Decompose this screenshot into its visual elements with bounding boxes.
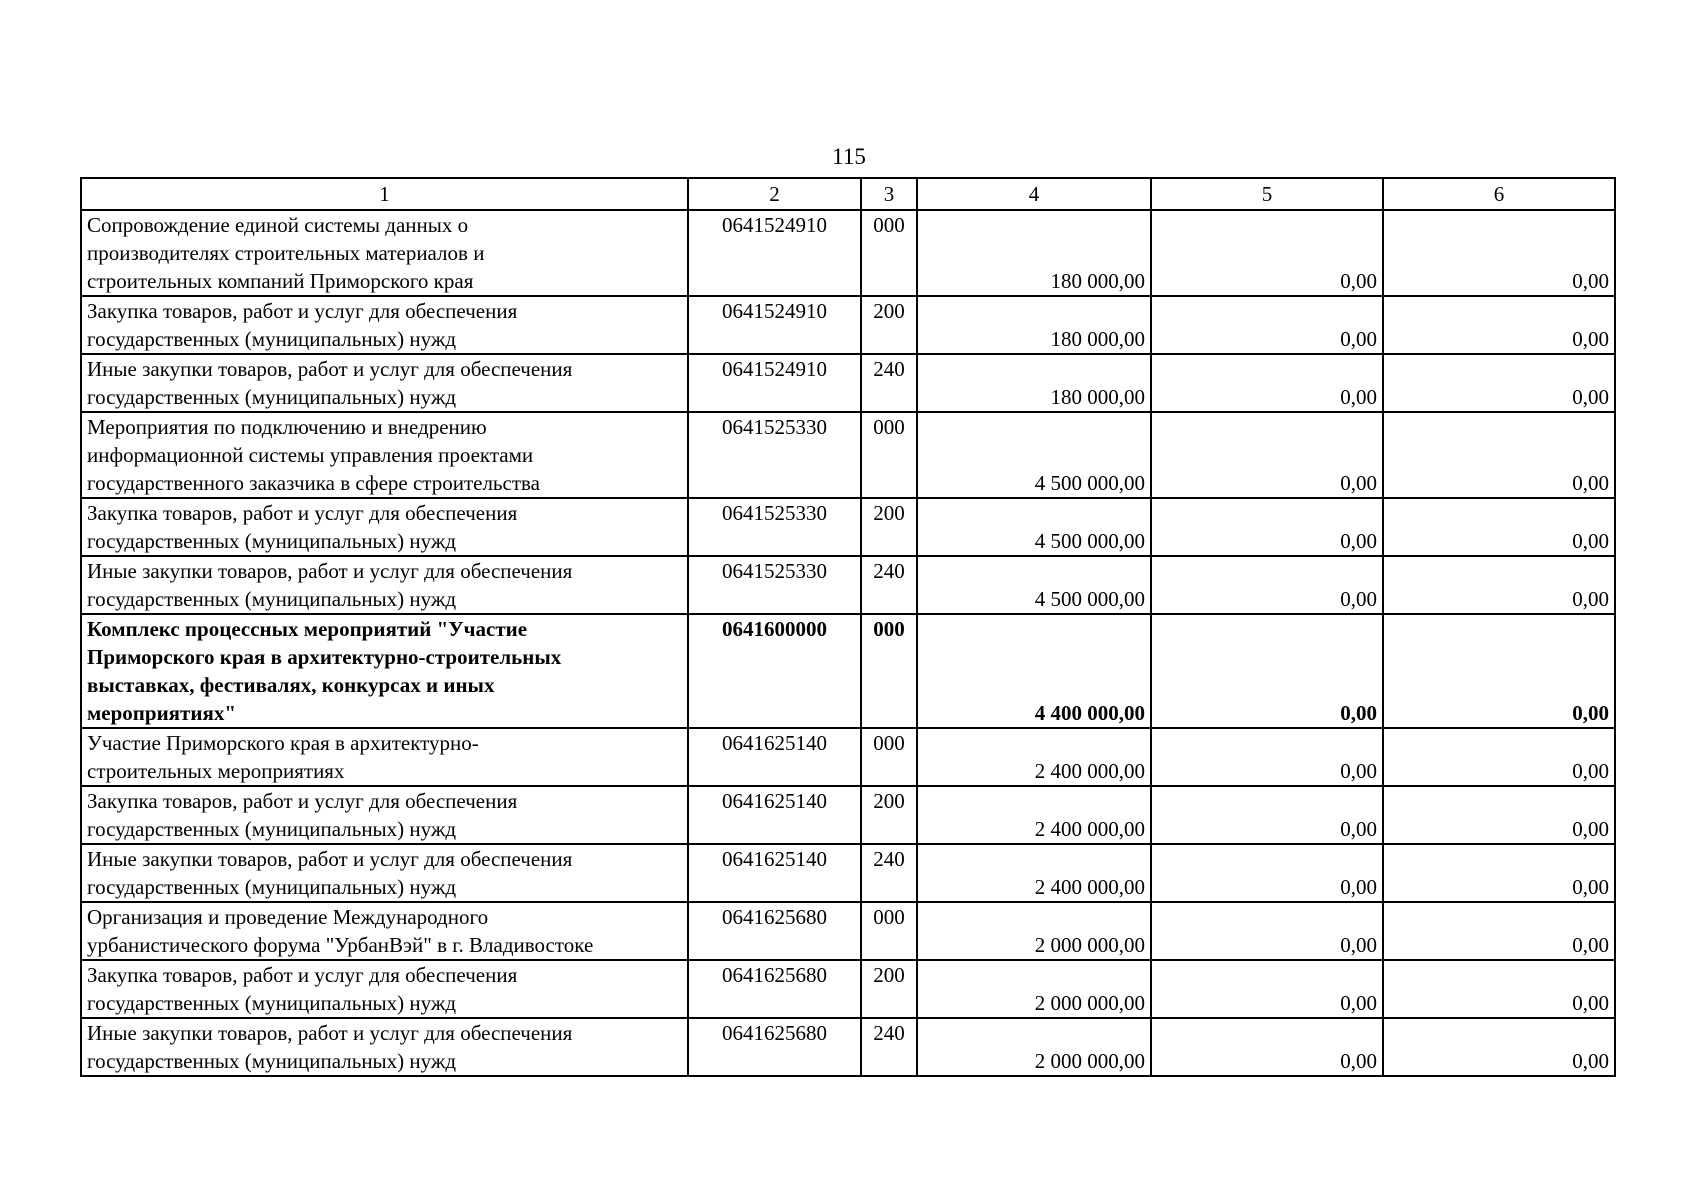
row-expense-type: 000	[861, 728, 917, 786]
row-name	[81, 412, 688, 498]
header-col-4: 4	[917, 178, 1151, 210]
row-value-col4: 2 400 000,00	[917, 786, 1151, 844]
row-value-col5: 0,00	[1151, 412, 1383, 498]
row-value-col4: 180 000,00	[917, 296, 1151, 354]
row-name-line: Иные закупки товаров, работ и услуг для обеспечения	[87, 847, 573, 871]
header-col-3: 3	[861, 178, 917, 210]
row-expense-type: 000	[861, 412, 917, 498]
row-expense-type: 200	[861, 296, 917, 354]
header-col-6: 6	[1383, 178, 1615, 210]
row-value-col6: 0,00	[1383, 786, 1615, 844]
row-name-line: государственных (муниципальных) нужд	[87, 529, 457, 553]
row-code: 0641625140	[688, 728, 861, 786]
table-row	[81, 1018, 1615, 1076]
row-name-line: государственных (муниципальных) нужд	[87, 875, 457, 899]
row-name-line: информационной системы управления проектами	[87, 443, 534, 467]
row-name	[81, 902, 688, 960]
row-name-line: государственных (муниципальных) нужд	[87, 991, 457, 1015]
row-value-col6: 0,00	[1383, 412, 1615, 498]
row-name-line: государственных (муниципальных) нужд	[87, 1049, 457, 1073]
row-value-col4: 2 000 000,00	[917, 960, 1151, 1018]
row-name-line: государственных (муниципальных) нужд	[87, 385, 457, 409]
table-row	[81, 210, 1615, 296]
table-body	[81, 210, 1615, 1076]
row-value-col5: 0,00	[1151, 844, 1383, 902]
row-value-col6: 0,00	[1383, 354, 1615, 412]
row-code: 0641625140	[688, 786, 861, 844]
row-name	[81, 1018, 688, 1076]
row-name-line: Мероприятия по подключению и внедрению	[87, 415, 487, 439]
row-code: 0641625140	[688, 844, 861, 902]
table-row	[81, 556, 1615, 614]
row-name	[81, 960, 688, 1018]
row-value-col5: 0,00	[1151, 556, 1383, 614]
header-row	[81, 178, 1615, 210]
row-name-line: государственного заказчика в сфере строительства	[87, 471, 540, 495]
row-expense-type: 240	[861, 1018, 917, 1076]
row-value-col4: 2 000 000,00	[917, 1018, 1151, 1076]
row-name	[81, 556, 688, 614]
row-name-line: Комплекс процессных мероприятий "Участие	[87, 617, 528, 641]
row-value-col6: 0,00	[1383, 960, 1615, 1018]
table-row	[81, 728, 1615, 786]
row-value-col5: 0,00	[1151, 210, 1383, 296]
row-value-col6: 0,00	[1383, 1018, 1615, 1076]
row-name	[81, 210, 688, 296]
row-expense-type: 240	[861, 354, 917, 412]
row-value-col4: 4 500 000,00	[917, 498, 1151, 556]
row-value-col5: 0,00	[1151, 354, 1383, 412]
row-name	[81, 354, 688, 412]
row-name-line: Иные закупки товаров, работ и услуг для обеспечения	[87, 559, 573, 583]
row-value-col4: 4 400 000,00	[917, 614, 1151, 728]
row-name-line: Приморского края в архитектурно-строительных	[87, 645, 562, 669]
row-value-col5: 0,00	[1151, 498, 1383, 556]
row-name-line: выставках, фестивалях, конкурсах и иных	[87, 673, 495, 697]
row-name-line: урбанистического форума "УрбанВэй" в г. Владивостоке	[87, 933, 594, 957]
row-value-col4: 2 400 000,00	[917, 728, 1151, 786]
row-value-col4: 2 400 000,00	[917, 844, 1151, 902]
table-row	[81, 902, 1615, 960]
row-name	[81, 498, 688, 556]
row-name-line: Закупка товаров, работ и услуг для обеспечения	[87, 501, 518, 525]
row-name-line: Закупка товаров, работ и услуг для обеспечения	[87, 299, 518, 323]
row-expense-type: 000	[861, 614, 917, 728]
row-code: 0641524910	[688, 210, 861, 296]
row-name	[81, 614, 688, 728]
row-name-line: Сопровождение единой системы данных о	[87, 213, 469, 237]
header-col-1: 1	[81, 178, 688, 210]
row-name-line: Участие Приморского края в архитектурно-	[87, 731, 479, 755]
row-code: 0641525330	[688, 412, 861, 498]
row-code: 0641625680	[688, 960, 861, 1018]
row-expense-type: 200	[861, 498, 917, 556]
table-row	[81, 786, 1615, 844]
row-name-line: Иные закупки товаров, работ и услуг для обеспечения	[87, 357, 573, 381]
row-name	[81, 728, 688, 786]
row-code: 0641524910	[688, 354, 861, 412]
row-value-col4: 180 000,00	[917, 354, 1151, 412]
row-value-col4: 180 000,00	[917, 210, 1151, 296]
row-expense-type: 200	[861, 960, 917, 1018]
row-name-line: государственных (муниципальных) нужд	[87, 587, 457, 611]
table-row	[81, 296, 1615, 354]
row-name	[81, 786, 688, 844]
row-value-col6: 0,00	[1383, 296, 1615, 354]
page-number: 115	[832, 144, 866, 169]
row-name-line: Закупка товаров, работ и услуг для обеспечения	[87, 963, 518, 987]
row-expense-type: 000	[861, 902, 917, 960]
budget-table	[80, 177, 1616, 1077]
row-value-col5: 0,00	[1151, 614, 1383, 728]
header-col-2: 2	[688, 178, 861, 210]
row-value-col6: 0,00	[1383, 614, 1615, 728]
row-name	[81, 296, 688, 354]
row-value-col6: 0,00	[1383, 844, 1615, 902]
row-value-col5: 0,00	[1151, 786, 1383, 844]
row-code: 0641525330	[688, 498, 861, 556]
row-name-line: Организация и проведение Международного	[87, 905, 489, 929]
row-value-col4: 4 500 000,00	[917, 556, 1151, 614]
row-code: 0641525330	[688, 556, 861, 614]
row-value-col6: 0,00	[1383, 556, 1615, 614]
row-value-col6: 0,00	[1383, 210, 1615, 296]
row-name	[81, 844, 688, 902]
row-value-col5: 0,00	[1151, 1018, 1383, 1076]
row-expense-type: 240	[861, 556, 917, 614]
table-row	[81, 498, 1615, 556]
row-code: 0641625680	[688, 1018, 861, 1076]
row-name-line: государственных (муниципальных) нужд	[87, 817, 457, 841]
table-row	[81, 960, 1615, 1018]
table-row	[81, 354, 1615, 412]
header-col-5: 5	[1151, 178, 1383, 210]
row-expense-type: 240	[861, 844, 917, 902]
row-name-line: производителях строительных материалов и	[87, 241, 485, 265]
row-expense-type: 000	[861, 210, 917, 296]
row-name-line: государственных (муниципальных) нужд	[87, 327, 457, 351]
row-value-col6: 0,00	[1383, 902, 1615, 960]
table-row	[81, 614, 1615, 728]
row-name-line: строительных компаний Приморского края	[87, 269, 474, 293]
row-code: 0641600000	[688, 614, 861, 728]
row-code: 0641524910	[688, 296, 861, 354]
row-value-col5: 0,00	[1151, 728, 1383, 786]
table-row	[81, 412, 1615, 498]
row-name-line: мероприятиях"	[87, 701, 236, 725]
row-value-col6: 0,00	[1383, 728, 1615, 786]
row-code: 0641625680	[688, 902, 861, 960]
row-name-line: Иные закупки товаров, работ и услуг для обеспечения	[87, 1021, 573, 1045]
row-expense-type: 200	[861, 786, 917, 844]
row-value-col4: 2 000 000,00	[917, 902, 1151, 960]
table-row	[81, 844, 1615, 902]
row-value-col5: 0,00	[1151, 960, 1383, 1018]
row-value-col4: 4 500 000,00	[917, 412, 1151, 498]
row-value-col5: 0,00	[1151, 902, 1383, 960]
row-name-line: Закупка товаров, работ и услуг для обеспечения	[87, 789, 518, 813]
row-value-col5: 0,00	[1151, 296, 1383, 354]
row-value-col6: 0,00	[1383, 498, 1615, 556]
row-name-line: строительных мероприятиях	[87, 759, 345, 783]
